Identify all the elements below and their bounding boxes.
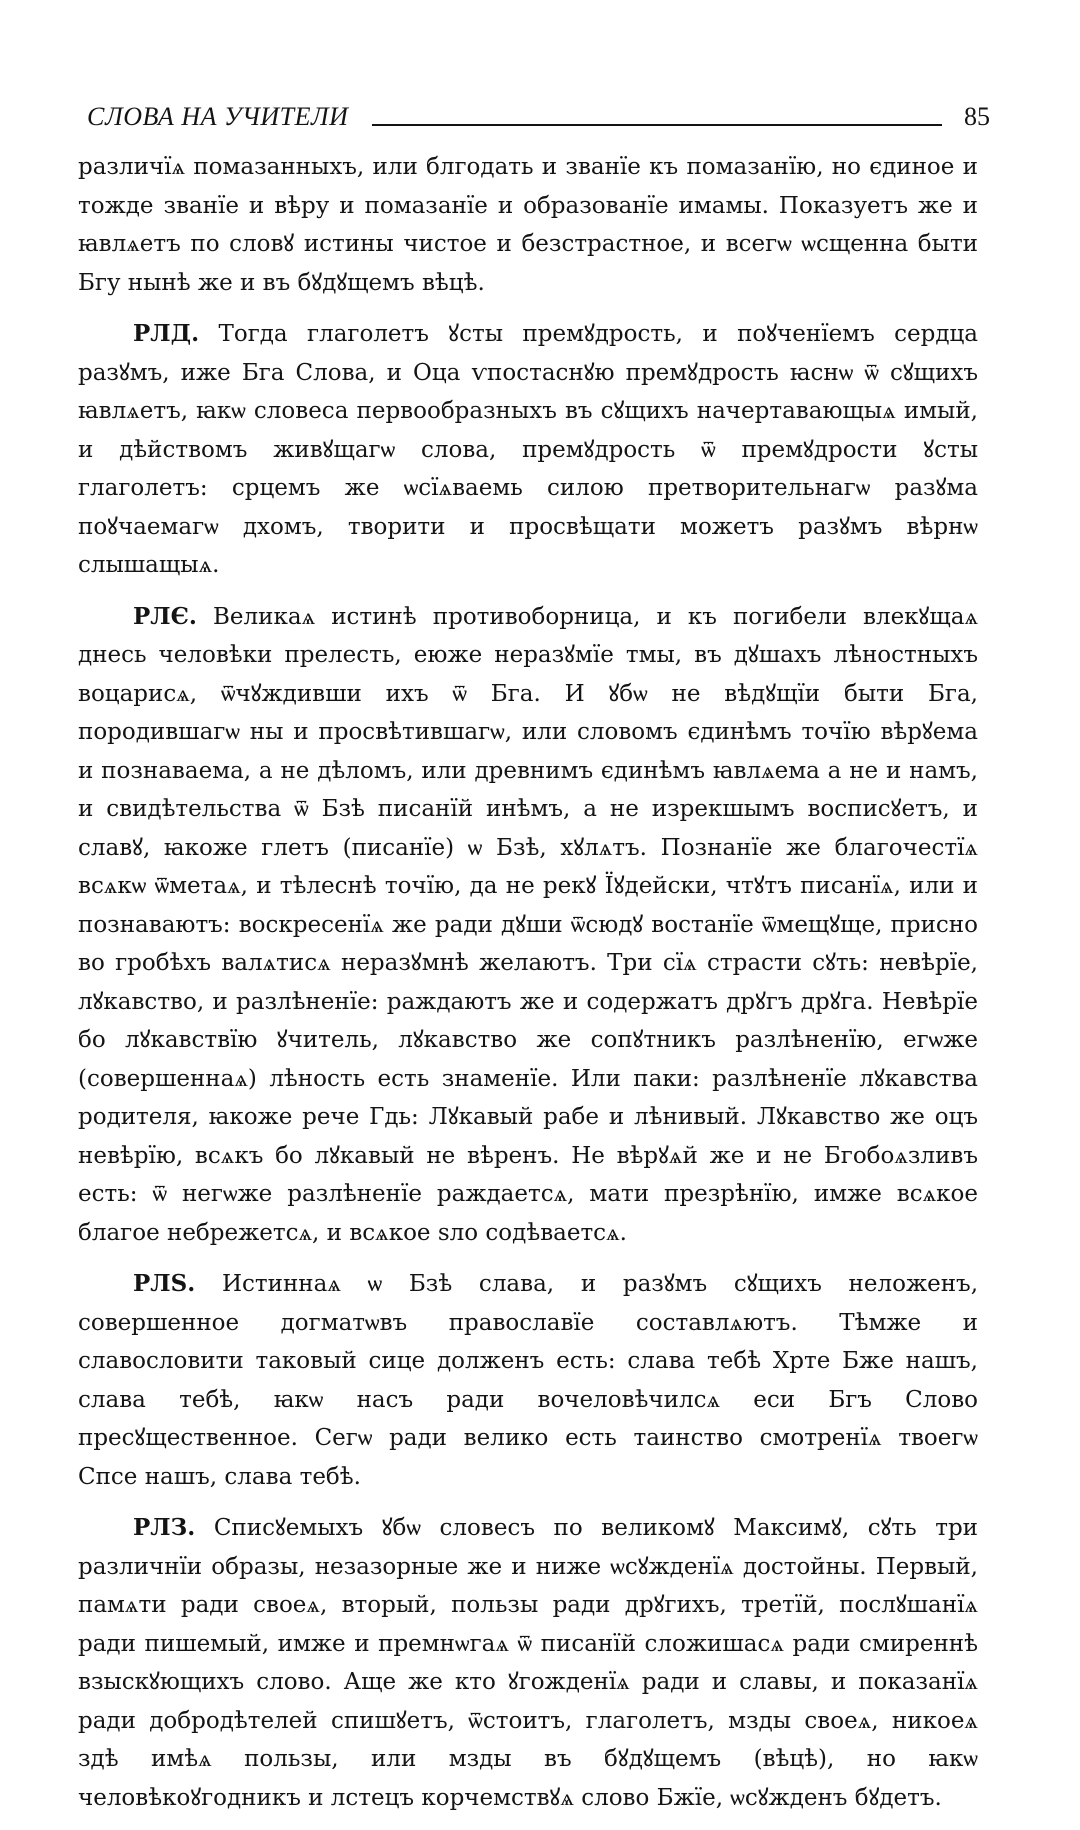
paragraph-number: РЛЗ. — [133, 1514, 196, 1541]
paragraph — [78, 315, 978, 585]
paragraph-number: РЛЅ. — [133, 1270, 196, 1297]
paragraph — [78, 598, 978, 1253]
paragraph — [78, 148, 978, 302]
paragraph — [78, 1265, 978, 1496]
running-title: СЛОВА НА УЧИТЕЛИ — [87, 102, 349, 131]
paragraph-text: различїѧ помазанныхъ, или блгодать и званїе къ помазанїю, но єдиное и тожде званїе и вѣру и помазанїе и образованїе имамы. Показуетъ же и ꙗвлѧетъ по словꙋ истины чистое и безстрастное, и всегѡ ѡсщенна быти Бгу нынѣ же и въ бꙋдꙋщемъ вѣцѣ. — [78, 154, 978, 296]
paragraph-text: Списꙋемыхъ ꙋбѡ словесъ по великомꙋ Максимꙋ, сꙋть три различнїи образы, незазорные же и ниже ѡсꙋжденїѧ достойны. Первый, памѧти ради своеѧ, вторый, пользы ради дрꙋгихъ, третїй, послꙋшанїѧ ради пишемый, имже и премнѡгаѧ ѿ писанїй сложишасѧ ради смиреннѣ взыскꙋющихъ слово. Аще же кто ꙋгожденїѧ ради и славы, и показанїѧ ради добродѣтелей спишꙋетъ, ѿстоитъ, глаголетъ, мзды своеѧ, никоеѧ здѣ имѣѧ пользы, или мзды въ бꙋдꙋщемъ (вѣцѣ), но ꙗкѡ человѣкоꙋгодникъ и лстецъ корчемствꙋѧ слово Бжїе, ѡсꙋжденъ бꙋдетъ. — [78, 1515, 979, 1811]
page-body — [78, 148, 978, 1830]
paragraph-text: Истиннаѧ ѡ Бзѣ слава, и разꙋмъ сꙋщихъ неложенъ, совершенное догматѡвъ православїе составлѧютъ. Тѣмже и славословити таковый сице долженъ есть: слава тебѣ Хрте Бже нашъ, слава тебѣ, ꙗкѡ насъ ради вочеловѣчилсѧ еси Бгъ Слово пресꙋщественное. Сегѡ ради велико есть таинство смотренїѧ твоегѡ Спсе нашъ, слава тебѣ. — [78, 1271, 979, 1490]
page-number: 85 — [964, 102, 990, 131]
paragraph-number: РЛЄ. — [133, 602, 197, 630]
paragraph-text: Великаѧ истинѣ противоборница, и къ погибели влекꙋщаѧ днесь человѣки прелесть, еюже неразꙋмїе тмы, въ дꙋшахъ лѣностныхъ воцарисѧ, ѿчꙋждивши ихъ ѿ Бга. И ꙋбѡ не вѣдꙋщїи быти Бга, породившагѡ ны и просвѣтившагѡ, или словомъ єдинѣмъ точїю вѣрꙋема и познаваема, а не дѣломъ, или древнимъ єдинѣмъ ꙗвлѧема а не и намъ, и свидѣтельства ѿ Бзѣ писанїй инѣмъ, а не изрекшымъ восписꙋетъ, и славꙋ, ꙗкоже глетъ (писанїе) ѡ Бзѣ, хꙋлѧтъ. Познанїе же благочестїѧ всѧкѡ ѿметаѧ, и тѣлеснѣ точїю, да не рекꙋ Їꙋдейски, чтꙋтъ писанїѧ, или и познаваютъ: воскресенїѧ же ради дꙋши ѿсюдꙋ востанїе ѿмещꙋще, присно во гробѣхъ валѧтисѧ неразꙋмнѣ желаютъ. Три сїѧ страсти сꙋть: невѣрїе, лꙋкавство, и разлѣненїе: раждаютъ же и содержатъ дрꙋгъ дрꙋга. Невѣрїе бо лꙋкавствїю ꙋчитель, лꙋкавство же сопꙋтникъ разлѣненїю, егѡже (совершеннаѧ) лѣность есть знаменїе. Или паки: разлѣненїе лꙋкавства родителя, ꙗкоже рече Гдь: Лꙋкавый рабе и лѣнивый. Лꙋкавство же оцъ невѣрїю, всѧкъ бо лꙋкавый не вѣренъ. Не вѣрꙋѧй же и не Бгобоѧзливъ есть: ѿ негѡже разлѣненїе раждаетсѧ, мати презрѣнїю, имже всѧкое благое небрежетсѧ, и всѧкое ѕло содѣваетсѧ. — [78, 603, 979, 1246]
paragraph — [78, 1509, 978, 1817]
header-rule — [372, 124, 942, 126]
paragraph-text: Тогда глаголетъ ꙋсты премꙋдрость, и поꙋченїемъ сердца разꙋмъ, иже Бга Слова, и Оца ѵпостаснꙋю премꙋдрость ꙗснѡ ѿ сꙋщихъ ꙗвлѧетъ, ꙗкѡ словеса первообразныхъ въ сꙋщихъ начертавающыѧ имый, и дѣйствомъ живꙋщагѡ слова, премꙋдрость ѿ премꙋдрости ꙋсты глаголетъ: срцемъ же ѡсїѧваемь силою претворительнагѡ разꙋма поꙋчаемагѡ дхомъ, творити и просвѣщати можетъ разꙋмъ вѣрнѡ слышащыѧ. — [78, 321, 978, 578]
page-header — [87, 102, 990, 140]
paragraph-number: РЛД. — [133, 320, 200, 347]
